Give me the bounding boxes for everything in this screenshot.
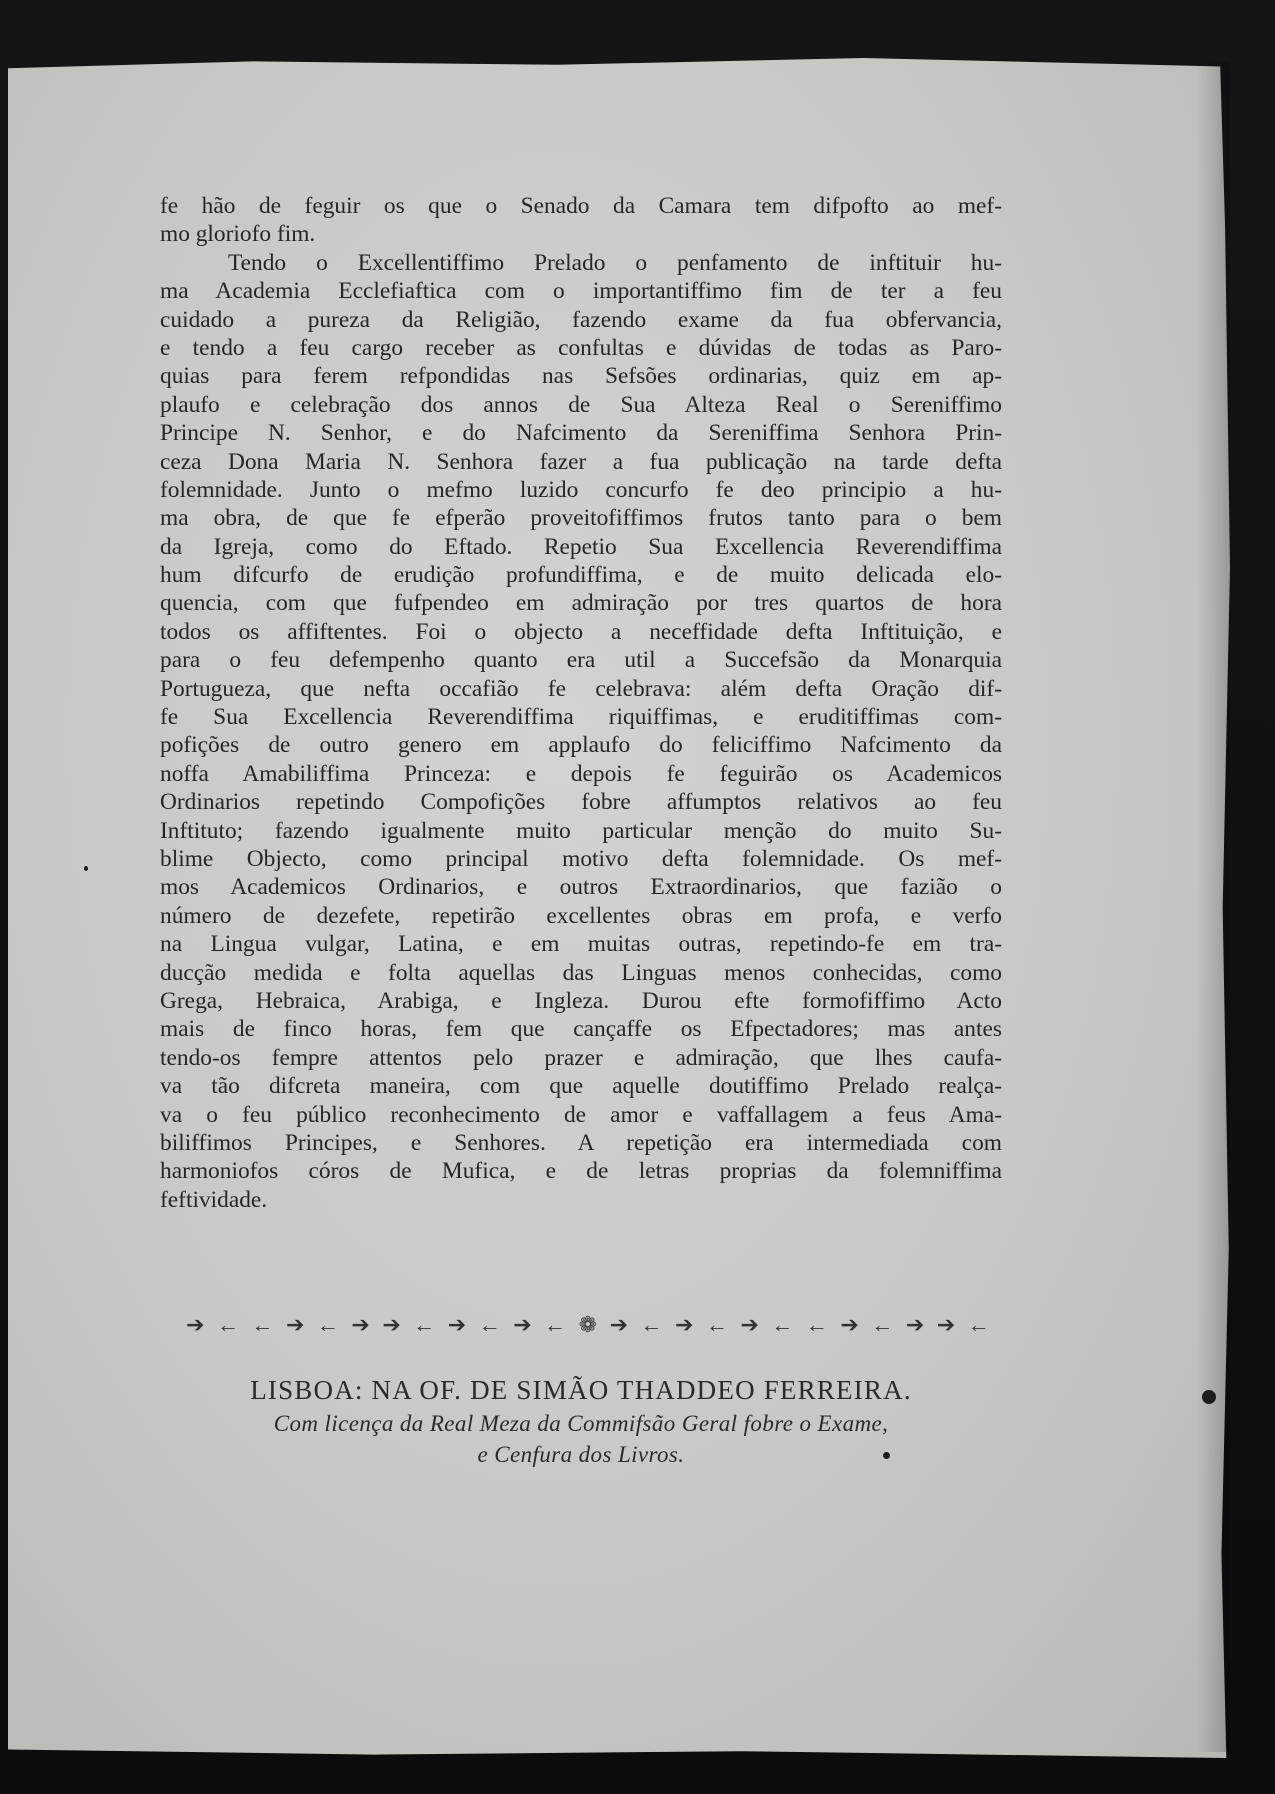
text-line: fe Sua Excellencia Reverendiffima riquiffimas, e eruditiffimas com- [160, 704, 1002, 731]
text-line: para o feu defempenho quanto era util a Succefsão da Monarquia [160, 647, 1002, 674]
text-line: Principe N. Senhor, e do Nafcimento da Sereniffima Senhora Prin- [160, 420, 1002, 447]
text-line: Grega, Hebraica, Arabiga, e Ingleza. Durou efte formofiffimo Acto [160, 987, 1002, 1014]
ornament-glyph: ➔ [609, 1312, 628, 1337]
ornament-glyph: ← [316, 1312, 339, 1337]
text-line: pofições de outro genero em applaufo do feliciffimo Nafcimento da [160, 732, 1002, 759]
ornament-glyph: ➔ [905, 1312, 925, 1337]
text-line: na Lingua vulgar, Latina, e em muitas outras, repetindo-fe em tra- [160, 931, 1002, 958]
ornament-glyph: ← [216, 1312, 239, 1337]
ornament-glyph: ← [640, 1312, 663, 1337]
text-line: quias para ferem refpondidas nas Sefsões ordinarias, quiz em ap- [160, 363, 1002, 390]
ink-spot [1202, 1390, 1216, 1404]
ornament-glyph: ← [871, 1312, 894, 1337]
page-fold-shadow [1196, 62, 1230, 1752]
text-line: e tendo a feu cargo receber as confultas e dúvidas de todas as Paro- [160, 334, 1002, 361]
ornament-glyph: ← [771, 1312, 794, 1337]
ornament-rule [186, 1312, 990, 1338]
ornament-glyph: ➔ [447, 1312, 467, 1337]
text-line: va o feu público reconhecimento de amor e vaffallagem a feus Ama- [160, 1101, 1002, 1128]
ornament-glyph: ← [967, 1312, 990, 1337]
text-line: blime Objecto, como principal motivo defta folemnidade. Os mef- [160, 845, 1002, 872]
ornament-glyph: ➔ [740, 1312, 759, 1337]
text-line: ducção medida e folta aquellas das Linguas menos conhecidas, como [160, 959, 1002, 986]
ornament-glyph: ➔ [840, 1312, 859, 1337]
imprint-censorship: e Cenfura dos Livros. [477, 1442, 685, 1467]
text-line: Tendo o Excellentiffimo Prelado o penfamento de inftituir hu- [228, 249, 1002, 276]
imprint [160, 1372, 1002, 1470]
body-text [160, 192, 1002, 1214]
text-line: harmoniofos córos de Mufica, e de letras proprias da folemniffima [160, 1158, 1002, 1185]
ornament-glyph: ← [705, 1312, 728, 1337]
ornament-glyph: ← [413, 1312, 436, 1337]
text-line: plaufo e celebração dos annos de Sua Alteza Real o Sereniffimo [160, 391, 1002, 418]
imprint-printer: LISBOA: NA OF. DE SIMÃO THADDEO FERREIRA. [250, 1375, 912, 1405]
ink-spot [84, 866, 88, 871]
ornament-glyph: ➔ [382, 1312, 401, 1337]
text-line: folemnidade. Junto o mefmo luzido concurfo fe deo principio a hu- [160, 476, 1002, 503]
ornament-glyph: ← [251, 1312, 274, 1337]
text-line: tendo-os fempre attentos pelo prazer e admiração, que lhes caufa- [160, 1044, 1002, 1071]
text-line: cuidado a pureza da Religião, fazendo exame da fua obfervancia, [160, 306, 1002, 333]
text-line: Inftituto; fazendo igualmente muito particular menção do muito Su- [160, 817, 1002, 844]
text-line: número de dezefete, repetirão excellentes obras em profa, e verfo [160, 902, 1002, 929]
text-line: feftividade. [160, 1186, 268, 1213]
text-line: va tão difcreta maneira, com que aquelle doutiffimo Prelado realça- [160, 1073, 1002, 1100]
text-line: noffa Amabiliffima Princeza: e depois fe feguirão os Academicos [160, 760, 1002, 787]
text-line: mais de finco horas, fem que cançaffe os Efpectadores; mas antes [160, 1016, 1002, 1043]
ornament-glyph: ➔ [675, 1312, 694, 1337]
ornament-glyph: ➔ [351, 1312, 370, 1337]
text-line: ceza Dona Maria N. Senhora fazer a fua publicação na tarde defta [160, 448, 1002, 475]
ornament-glyph: ❁ [578, 1312, 598, 1337]
ornament-glyph: ← [478, 1312, 501, 1337]
imprint-license: Com licença da Real Meza da Commifsão Geral fobre o Exame, [273, 1411, 889, 1436]
ornament-glyph: ← [544, 1312, 567, 1337]
text-line: ma obra, de que fe efperão proveitofiffimos frutos tanto para o bem [160, 505, 1002, 532]
ornament-glyph: ➔ [285, 1312, 305, 1337]
ornament-glyph: ➔ [513, 1312, 532, 1337]
text-line: todos os affiftentes. Foi o objecto a neceffidade defta Inftituição, e [160, 618, 1002, 645]
text-line: fe hão de feguir os que o Senado da Camara tem difpofto ao mef- [160, 193, 1002, 219]
ornament-glyph: ← [805, 1312, 828, 1337]
ornament-glyph: ➔ [186, 1312, 205, 1337]
text-line: da Igreja, como do Eftado. Repetio Sua Excellencia Reverendiffima [160, 533, 1002, 560]
text-line: Ordinarios repetindo Compofições fobre affumptos relativos ao feu [160, 789, 1002, 816]
text-line: biliffimos Principes, e Senhores. A repetição era intermediada com [160, 1129, 1002, 1156]
text-line: quencia, com que fufpendeo em admiração por tres quartos de hora [160, 590, 1002, 617]
ornament-glyph: ➔ [936, 1312, 956, 1337]
text-line: mos Academicos Ordinarios, e outros Extraordinarios, que fazião o [160, 874, 1002, 901]
ink-spot [883, 1452, 890, 1459]
text-line: Portugueza, que nefta occafião fe celebrava: além defta Oração dif- [160, 675, 1002, 702]
text-line: hum difcurfo de erudição profundiffima, e de muito delicada elo- [160, 562, 1002, 589]
text-line: ma Academia Ecclefiaftica com o importantiffimo fim de ter a feu [160, 278, 1002, 305]
text-line: mo gloriofo fim. [160, 221, 316, 248]
